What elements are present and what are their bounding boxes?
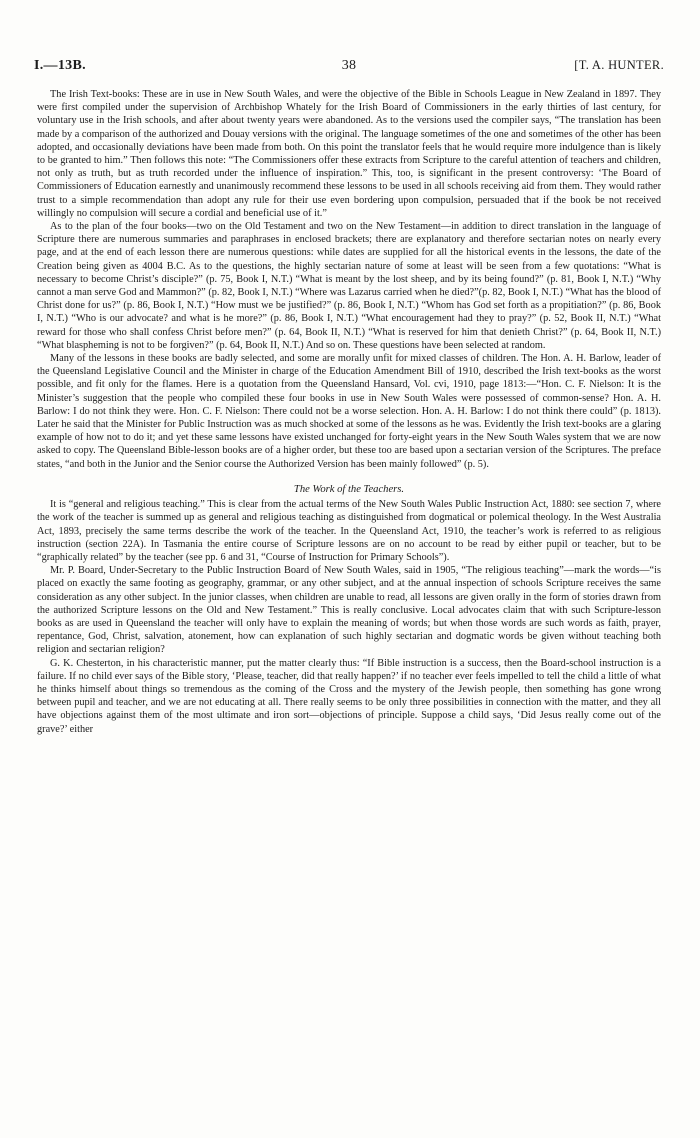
witness-name: [T. A. HUNTER. xyxy=(574,58,664,72)
section-heading: The Work of the Teachers. xyxy=(293,483,405,495)
paragraph-lessons-badly-selected: Many of the lessons in these books are badly selected, and some are morally unfit for mixed classes of children. The Hon. A. H. Barlow, leader of the Queensland Legislative Council and the Minister in charge of the Education Amendment Bill of 1910, described the Irish text-books as the worst possible, and fit only for the flames. Here is a quotation from the Queensland Hansard, Vol. cvi, 1910, page 1813:—“Hon. C. F. Nielson: It is the Minister’s suggestion that the people who compiled these four books in use in New South Wales were possessed of common-sense? Hon. A. H. Barlow: I do not think they were. Hon. C. F. Nielson: There could not be a worse selection. Hon. A. H. Barlow: I do not think there could” (p. 1813). Later he said that the Minister for Public Instruction was as much shocked at some of the lessons as he was. Evidently the Irish text-books are a glaring example of how not to do it; and yet these same lessons have existed unchanged for forty-eight years in the New South Wales system that we are now asked to copy. The Queensland Bible-lesson books are of a higher order, but these too are based upon a sectarian version of the Scriptures. The preface states, “and both in the Junior and the Senior course the Authorized Version has been mainly followed” (p. 5). xyxy=(37,353,661,470)
document-body xyxy=(37,88,661,736)
paragraph-chesterton-quote: G. K. Chesterton, in his characteristic manner, put the matter clearly thus: “If Bible instruction is a success, then the Board-school instruction is a failure. If no child ever says of the Bible story, ‘Please, teacher, did that really happen?’ if no teacher ever feels impelled to tell the child a little of what he thinks himself about things so tremendous as the coming of the Cross and the mystery of the Jewish people, then something has gone wrong between pupil and teacher, and we are not educating at all. There really seems to be only three possibilities in connection with the matter, and they all have objections against them of the most ultimate and iron sort—objections of principle. Suppose a child says, ‘Did Jesus really come out of the grave?’ either xyxy=(37,657,661,735)
paragraph-plan-of-books: As to the plan of the four books—two on the Old Testament and two on the New Testament—in addition to direct translation in the language of Scripture there are numerous summaries and paraphrases in enclosed brackets; there are explanatory and therefore sectarian notes on nearly every page, and at the end of each lesson there are numerous questions: while dates are supplied for all the historical events in the lessons, the date of the Creation being given as 4004 B.C. As to the questions, the highly sectarian nature of some at least will be seen from a few quotations: “What is necessary to become Christ’s disciple?” (p. 75, Book I, N.T.) “What is meant by the lost sheep, and by its being found?” (p. 81, Book I, N.T.) “Why cannot a man serve God and Mammon?” (p. 82, Book I, N.T.) “Where was Lazarus carried when he died?”(p. 82, Book I, N.T.) “What has the blood of Christ done for us?” (p. 86, Book I, N.T.) “How must we be justified?” (p. 86, Book I, N.T.) “Whom has God set forth as a propitiation?” (p. 86, Book I, N.T.) “Who is our advocate? and what is he more?” (p. 86, Book I, N.T.) “What encouragement had they to pray?” (p. 52, Book II, N.T.) “What reward for those who shall confess Christ before men?” (p. 64, Book II, N.T.) “What is reserved for him that denieth Christ?” (p. 64, Book II, N.T.) “What blaspheming is not to be forgiven?” (p. 64, Book II, N.T.) And so on. These questions have been selected at random. xyxy=(37,221,661,351)
report-reference: I.—13B. xyxy=(34,58,86,73)
page-number: 38 xyxy=(341,58,357,73)
paragraph-irish-text-books: The Irish Text-books: These are in use in New South Wales, and were the objective of the Bible in Schools League in New Zealand in 1897. They were first compiled under the supervision of Archbishop Whately for the Irish Board of Commissioners in the early thirties of last century, for voluntary use in the Irish schools, and after about twenty years were abandoned. As to the versions used the compiler says, “The translation has been made by a comparison of the authorized and Douay versions with the original. The language sometimes of the one and sometimes of the other has been adopted, and occasionally deviations have been made from both. On this point the translator feels that he would require more indulgence than is likely to be granted to him.” Then follows this note: “The Commissioners offer these extracts from Scripture to the careful attention of teachers and children, not only as truth, but as truth recorded under the influence of inspiration.” This, too, is significant in the present controversy: ‘The Board of Commissioners of Education earnestly and unanimously recommend these lessons to be used in all schools receiving aid from them. They would rather trust to a simple recommendation than adopt any rule for their use even bordering upon compulsion, persuaded that if the book be not received willingly no compulsion will secure a cordial and beneficial use of it.” xyxy=(37,89,661,219)
paragraph-p-board-statement: Mr. P. Board, Under-Secretary to the Public Instruction Board of New South Wales, said in 1905, “The religious teaching”—mark the words—“is placed on exactly the same footing as geography, grammar, or any other subject, and at the annual inspection of schools Scripture receives the same consideration as any other subject. In the junior classes, when children are unable to read, all lessons are given orally in the form of stories drawn from the authorized Scripture lessons on the Old and New Testament.” This is really conclusive. Local advocates claim that with such Scripture-lesson books as are used in Queensland the teacher will only have to explain the meaning of words; but when those words are such words as faith, prayer, repentance, God, Christ, salvation, atonement, how can explanation of such highly sectarian and dogmatic words be given without teaching both religion and sectarian religion? xyxy=(37,565,661,656)
page-header xyxy=(34,58,664,78)
paragraph-general-religious-teaching: It is “general and religious teaching.” This is clear from the actual terms of the New South Wales Public Instruction Act, 1880: see section 7, where the work of the teacher is summed up as general and religious teaching as distinguished from dogmatical or polemical theology. In the West Australia Act, 1893, precisely the same terms describe the work of the teacher. In the Queensland Act, 1910, the teacher’s work is referred to as religious instruction (section 22A). In Tasmania the entire course of Scripture lessons are on no account to be read by either pupil or teacher, but to be “graphically related” by the teacher (see pp. 6 and 31, “Course of Instruction for Primary Schools”). xyxy=(37,499,661,563)
